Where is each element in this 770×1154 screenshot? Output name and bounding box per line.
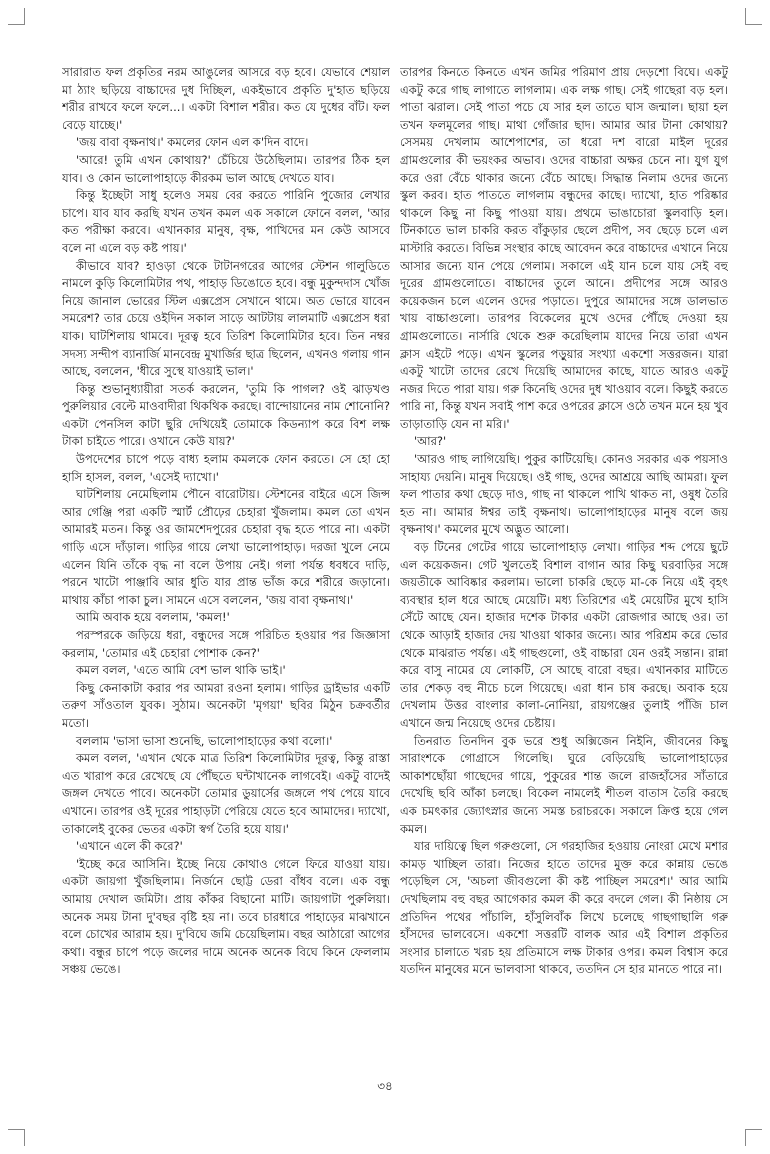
paragraph: তারপর কিনতে কিনতে এখন জমির পরিমাণ প্রায় দেড়শো বিঘে। একটু একটু করে গাছ লাগাতে লাগলাম। এক লক্ষ গাছ। সেই গাছেরা বড় হল। পাতা ঝরাল। সেই পাতা পচে যে সার হল তাতে ঘাস জন্মাল। ছায়া হল তখন ফলমূলের গাছ। মাথা গোঁজার ছাদ। আমার আর টানা কোথায়? সেসময় দেখলাম আশেপাশের, তা ধরো দশ বারো মাইল দূরের গ্রামগুলোর কী ভয়ংকর অভাব। ওদের বাচ্চারা অক্ষর চেনে না। যুগ যুগ করে ওরা বেঁচে থাকার জন্যে বেঁচে আছে। সিদ্ধান্ত নিলাম ওদের জন্যে স্কুল করব। হাত পাততে লাগলাম বন্ধুদের কাছে। দ্যাখো, হাত পরিষ্কার থাকলে কিছু না কিছু পাওয়া যায়। প্রথমে ভাঙাচোরা স্কুলবাড়ি হল। টিনকাতে ভাল চাকরি করত বাঁকুড়ার ছেলে প্রদীপ, সব ছেড়ে চলে এল মাস্টারি করতে। বিভিন্ন সংস্থার কাছে আবেদন করে বাচ্চাদের এখানে নিয়ে আসার জন্যে যান পেয়ে গেলাম। সকালে এই যান চলে যায় সেই বহু দূরের গ্রামগুলোতে। বাচ্চাদের তুলে আনে। প্রদীপের সঙ্গে আরও কয়েকজন চলে এলেন ওদের পড়াতে। দুপুরে আমাদের সঙ্গে ডালভাত খায় বাচ্চাগুলো। তারপর বিকেলের মুখে ওদের পৌঁছে দেওয়া হয় গ্রামগুলোতে। নার্সারি থেকে শুরু করেছিলাম যাদের নিয়ে তারা এখন ক্লাস এইটে পড়ে। এখন স্কুলের পড়ুয়ার সংখ্যা একশো সত্তরজন। যারা একটু খাটো তাদের রেখে দিয়েছি আমাদের কাছে, যাতে আরও একটু নজর দিতে পারা যায়। গরু কিনেছি ওদের দুধ খাওয়াব বলে। কিছুই করতে পারি না, কিন্তু যখন সবাই পাশ করে ওপরের ক্লাসে ওঠে তখন মনে হয় খুব তাড়াতাড়ি যেন না মরি।' bbox=[400, 65, 728, 431]
paragraph: ঘাটশিলায় নেমেছিলাম পৌনে বারোটায়। স্টেশনের বাইরে এসে জিন্স আর গেঞ্জি পরা একটি স্মার্ট প্রৌঢ়ের চেহারা খুঁজলাম। কমল তো এখন আমারই মতন। কিন্তু ওর জামশেদপুরের চেহারা বৃদ্ধ হতে পারে না। একটা গাড়ি এসে দাঁড়াল। গাড়ির গায়ে লেখা ভালোপাহাড়। দরজা খুলে নেমে এলেন যিনি তাঁকে বৃদ্ধ না বলে উপায় নেই। গলা পর্যন্ত ধবধবে দাড়ি, পরনে খাটো পাঞ্জাবি আর ধুতি যার প্রান্ত ভাঁজ করে শরীরে জড়ানো। মাথায় কাঁচা পাকা চুল। সামনে এসে বললেন, 'জয় বাবা বৃক্ষনাথ।' bbox=[62, 487, 390, 607]
paragraph: 'আর?' bbox=[414, 434, 447, 449]
paragraph: বললাম 'ভাসা ভাসা শুনেছি, ভালোপাহাড়ের কথা বলো।' bbox=[76, 733, 333, 748]
right-text-column bbox=[400, 64, 728, 1070]
paragraph: কমল বলল, 'এতে আমি বেশ ভাল থাকি ভাই।' bbox=[76, 663, 286, 678]
paragraph: কিছু কেনাকাটা করার পর আমরা রওনা হলাম। গাড়ির ড্রাইভার একটি তরুণ সাঁওতাল যুবক। সুঠাম। অনেকটা 'মৃগয়া' ছবির মিঠুন চক্রবর্তীর মতো। bbox=[62, 680, 390, 730]
crop-mark-top-left bbox=[8, 8, 25, 25]
paragraph: কীভাবে যাব? হাওড়া থেকে টাটানগরের আগের স্টেশন গালুডিতে নামলে কুড়ি কিলোমিটার পথ, পাহাড় ডিঙোতে হবে। বন্ধু মুকুন্দদাস খোঁজ নিয়ে জানাল ভোরের স্টিল এক্সপ্রেস সেখানে থামে। অত ভোরে যাবেন সমরেশ? তার চেয়ে ওইদিন সকাল সাড়ে আটটায় লালমাটি এক্সপ্রেস ধরা যাক। ঘাটশিলায় থামবে। দূরত্ব হবে তিরিশ কিলোমিটার হবে। তিন নম্বর সদস্য সন্দীপ ব্যানার্জি মানবেন্দ্র মুখার্জির ছাত্র ছিলেন, এখনও গলায় গান আছে, বললেন, 'ধীরে সুস্থে যাওয়াই ভাল।' bbox=[62, 258, 390, 379]
page-number: ৩৪ bbox=[377, 1079, 393, 1093]
paragraph: উপদেশের চাপে পড়ে বাধ্য হলাম কমলকে ফোন করতে। সে হো হো হাসি হাসল, বলল, 'এসেই দ্যাখো।' bbox=[62, 452, 390, 484]
paragraph: পরস্পরকে জড়িয়ে ধরা, বন্ধুদের সঙ্গে পরিচিত হওয়ার পর জিজ্ঞাসা করলাম, 'তোমার এই চেহারা পোশাক কেন?' bbox=[62, 628, 390, 660]
paragraph: 'ইচ্ছে করে আসিনি। ইচ্ছে নিয়ে কোথাও গেলে ফিরে যাওয়া যায়। একটা জায়গা খুঁজছিলাম। নির্জনে ছোট্ট ডেরা বাঁধব বলে। এক বন্ধু আমায় দেখাল জমিটা। প্রায় কাঁকর বিছানো মাটি। জায়গাটা পুরুলিয়া। অনেক সময় টানা দু'বছর বৃষ্টি হয় না। তবে চারধারে পাহাড়ের মাঝখানে বলে চোখের আরাম হয়। দু'বিঘে জমি চেয়েছিলাম। বছর আঠারো আগের কথা। বন্ধুর চাপে পড়ে জলের দামে অনেক অনেক বিঘে কিনে ফেললাম সঞ্চয় ভেঙে। bbox=[62, 856, 390, 977]
paragraph: কমল বলল, 'এখান থেকে মাত্র তিরিশ কিলোমিটার দূরত্ব, কিন্তু রাস্তা এত খারাপ করে রেখেছে যে পৌঁছতে ঘন্টাখানেক লাগবেই। একটু বাদেই জঙ্গল দেখতে পাবে। অনেকটা তোমার ডুয়ার্সের জঙ্গলে পথ পেয়ে যাবে এখানে। তারপর ওই দূরের পাহাড়টা পেরিয়ে যেতে হবে আমাদের। দ্যাখো, তাকালেই বুকের ভেতর একটা স্বর্গ তৈরি হয়ে যায়।' bbox=[62, 751, 390, 836]
crop-mark-bottom-right bbox=[745, 1129, 762, 1146]
left-text-column bbox=[62, 64, 390, 1070]
crop-mark-top-right bbox=[745, 8, 762, 25]
paragraph: সারারাত ফল প্রকৃতির নরম আঙুলের আসরে বড় হবে। যেভাবে শেয়াল মা ঠ্যাং ছড়িয়ে বাচ্চাদের দুধ দিচ্ছিল, একইভাবে প্রকৃতি দু'হাত ছড়িয়ে শরীর রাখবে ফলে ফলে...। একটা বিশাল শরীর। কত যে দুধের বাঁট। ফল বেড়ে যাচ্ছে।' bbox=[62, 65, 390, 132]
paragraph: 'আরে! তুমি এখন কোথায়?' চেঁচিয়ে উঠেছিলাম। তারপর ঠিক হল যাব। ও কোন ভালোপাহাড়ে কীরকম ভাল আছে দেখতে যাব। bbox=[62, 152, 390, 185]
paragraph: তিনরাত তিনদিন বুক ভরে শুধু অক্সিজেন নিইনি, জীবনের কিছু সারাংশকে গোগ্রাসে গিলেছি। ঘুরে বেড়িয়েছি ভালোপাহাড়ের আকাশছোঁয়া গাছেদের গায়ে, পুকুরের শান্ত জলে রাজহাঁসের সাঁতারে দেখেছি ছবি আঁকা চলছে। বিকেল নামলেই শীতল বাতাস তৈরি করছে এক চমৎকার জ্যোৎস্নার জন্যে সমস্ত চরাচরকে। সকালে ক্রিপ্ত হয়ে গেল কমল। bbox=[400, 733, 728, 836]
paragraph: বড় টিনের গেটের গায়ে ভালোপাহাড় লেখা। গাড়ির শব্দ পেয়ে ছুটে এল কয়েকজন। গেট খুলতেই বিশাল বাগান আর কিছু ঘরবাড়ির সঙ্গে জয়তীকে আবিষ্কার করলাম। ভালো চাকরি ছেড়ে মা-কে নিয়ে এই বৃহৎ ব্যবস্থার হাল ধরে আছে মেয়েটি। মধ্য তিরিশের এই মেয়েটির মুখে হাসি সেঁটে আছে যেন। হাজার দশেক টাকার একটা রোজগার আছে ওর। তা থেকে আড়াই হাজার দেয় খাওয়া থাকার জন্যে। আর পরিশ্রম করে ভোর থেকে মাঝরাত পর্যন্ত। এই গাছগুলো, ওই বাচ্চারা যেন ওরই সন্তান। রান্না করে বাসু নামের যে লোকটি, সে আছে বারো বছর। এখানকার মাটিতে তার শেকড় বহু নীচে চলে গিয়েছে। এরা ধান চাষ করছে। অবাক হয়ে দেখলাম উত্তর বাংলার কালা-নোনিয়া, রায়গঞ্জের তুলাই পাঁজি চাল এখানে জন্ম নিয়েছে ওদের চেষ্টায়। bbox=[400, 540, 728, 730]
paragraph: যার দায়িত্বে ছিল গরুগুলো, সে গরহাজির হওয়ায় নোংরা মেখে মশার কামড় খাচ্ছিল তারা। নিজের হাতে তাদের মুক্ত করে কান্নায় ভেঙে পড়েছিল সে, 'অচলা জীবগুলো কী কষ্ট পাচ্ছিল সমরেশ।' আর আমি দেখছিলাম বহু বছর আগেকার কমল কী করে বদলে গেল। কী নিষ্ঠায় সে প্রতিদিন পথের পাঁচালি, হাঁসুলিবাঁক লিখে চলেছে গাছগাছালি গরু হাঁসদের ভালবেসে। একশো সত্তরটি বালক আর এই বিশাল প্রকৃতির সংসার চালাতে খরচ হয় প্রতিমাসে লক্ষ টাকার ওপর। কমল বিশ্বাস করে যতদিন মানুষের মনে ভালবাসা থাকবে, ততদিন সে হার মানতে পারে না। bbox=[400, 839, 728, 977]
paragraph: কিন্তু ইচ্ছেটা সাধু হলেও সময় বের করতে পারিনি পুজোর লেখার চাপে। যাব যাব করছি যখন তখন কমল এক সকালে ফোনে বলল, 'আর কত পরীক্ষা করবে। এখানকার মানুষ, বৃক্ষ, পাখিদের মন কেউ আসবে বলে না এলে বড় কষ্ট পায়।' bbox=[62, 188, 390, 255]
crop-mark-bottom-left bbox=[8, 1129, 25, 1146]
paragraph: আমি অবাক হয়ে বললাম, 'কমল!' bbox=[76, 610, 230, 625]
paragraph: কিন্তু শুভানুধ্যায়ীরা সতর্ক করলেন, 'তুমি কি পাগল? ওই ঝাড়খণ্ড পুরুলিয়ার বেল্টে মাওবাদীরা থিকথিক করছে। বান্দোয়ানের নাম শোনোনি? একটা পেনসিল কাটা ছুরি দেখিয়েই তোমাকে কিডন্যাপ করে বিশ লক্ষ টাকা চাইতে পারে। ওখানে কেউ যায়?' bbox=[62, 381, 390, 449]
paragraph: 'আরও গাছ লাগিয়েছি। পুকুর কাটিয়েছি। কোনও সরকার এক পয়সাও সাহায্য দেয়নি। মানুষ দিয়েছে। ওই গাছ, ওদের আশ্রয়ে আছি আমরা। ফুল ফল পাতার কথা ছেড়ে দাও, গাছ না থাকলে পাখি থাকত না, ওষুধ তৈরি হত না। আমার ঈশ্বর তাই বৃক্ষনাথ। ভালোপাহাড়ের মানুষ বলে জয় বৃক্ষনাথ।' কমলের মুখে অদ্ভুত আলো। bbox=[400, 452, 728, 537]
paragraph: 'এখানে এলে কী করে?' bbox=[76, 839, 183, 854]
paragraph: 'জয় বাবা বৃক্ষনাথ।' কমলের ফোন এল ক'দিন বাদে। bbox=[76, 135, 309, 150]
